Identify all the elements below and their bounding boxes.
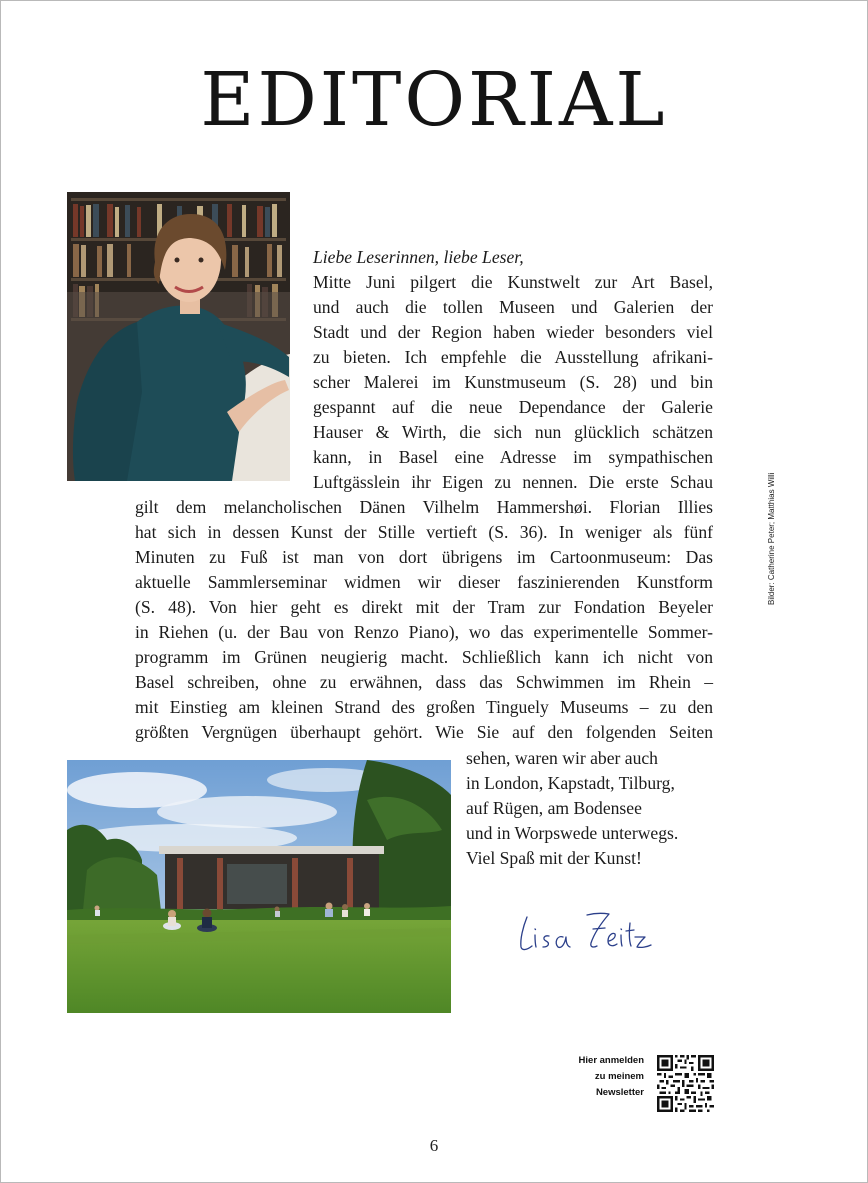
body-line: mit Einstieg am kleinen Strand des großen Tinguely Museums – zu den xyxy=(135,697,713,717)
body-line: in Riehen (u. der Bau von Renzo Piano), wo das experimentelle Sommer- xyxy=(135,622,713,642)
newsletter-cta[interactable] xyxy=(541,1053,644,1101)
qr-code-graphic xyxy=(657,1055,714,1112)
body-line: programm im Grünen neugierig macht. Schließlich kann ich nicht von xyxy=(135,647,713,667)
body-line: scher Malerei im Kunstmuseum (S. 28) und bin xyxy=(313,372,713,392)
signature-mark xyxy=(513,903,658,958)
handwritten-signature xyxy=(513,903,658,958)
body-line: kann, in Basel eine Adresse im sympathischen xyxy=(313,447,713,467)
portrait-image xyxy=(67,192,290,481)
body-line: sehen, waren wir aber auch xyxy=(466,748,658,768)
body-line: auf Rügen, am Bodensee xyxy=(466,798,642,818)
body-line: hat sich in dessen Kunst der Stille vertieft (S. 36). In weniger als fünf xyxy=(135,522,713,542)
qr-code-icon[interactable] xyxy=(657,1055,714,1112)
body-line: zu bieten. Ich empfehle die Ausstellung afrikani- xyxy=(313,347,713,367)
body-line: Mitte Juni pilgert die Kunstwelt zur Art Basel, xyxy=(313,272,713,292)
body-line: aktuelle Sammlerseminar widmen wir dieser faszinierenden Kunstform xyxy=(135,572,713,592)
newsletter-line: zu meinem xyxy=(594,1071,644,1082)
greeting: Liebe Leserinnen, liebe Leser, xyxy=(313,247,524,267)
newsletter-line: Newsletter xyxy=(595,1087,644,1098)
body-line: und in Worpswede unterwegs. xyxy=(466,823,679,843)
body-line: Minuten zu Fuß ist man von dort übrigens im Cartoonmuseum: Das xyxy=(135,547,713,567)
closing-line: Viel Spaß mit der Kunst! xyxy=(466,848,642,868)
body-line: gilt dem melancholischen Dänen Vilhelm Hammershøi. Florian Illies xyxy=(135,497,713,517)
body-line: und auch die tollen Museen und Galerien der xyxy=(313,297,713,317)
body-line: Hauser & Wirth, die sich nun glücklich schätzen xyxy=(313,422,713,442)
body-line: Luftgässlein ihr Eigen zu nennen. Die erste Schau xyxy=(313,472,713,492)
body-line: Basel schreiben, ohne zu erwähnen, dass das Schwimmen im Rhein – xyxy=(135,672,713,692)
portrait-photo xyxy=(67,192,290,481)
museum-photo xyxy=(67,760,451,1013)
body-line: Stadt und der Region haben wieder besonders viel xyxy=(313,322,713,342)
page-number: 6 xyxy=(429,1136,439,1155)
page-title: EDITORIAL xyxy=(200,57,668,143)
newsletter-line: Hier anmelden xyxy=(578,1055,644,1066)
museum-image xyxy=(67,760,451,1013)
photo-credit: Bilder: Catherine Peter; Matthias Willi xyxy=(766,472,776,605)
body-line: (S. 48). Von hier geht es direkt mit der Tram zur Fondation Beyeler xyxy=(135,597,713,617)
body-line: größten Vergnügen überhaupt gehört. Wie Sie auf den folgenden Seiten xyxy=(135,722,713,742)
body-line: gespannt auf die neue Dependance der Galerie xyxy=(313,397,713,417)
body-line: in London, Kapstadt, Tilburg, xyxy=(466,773,675,793)
